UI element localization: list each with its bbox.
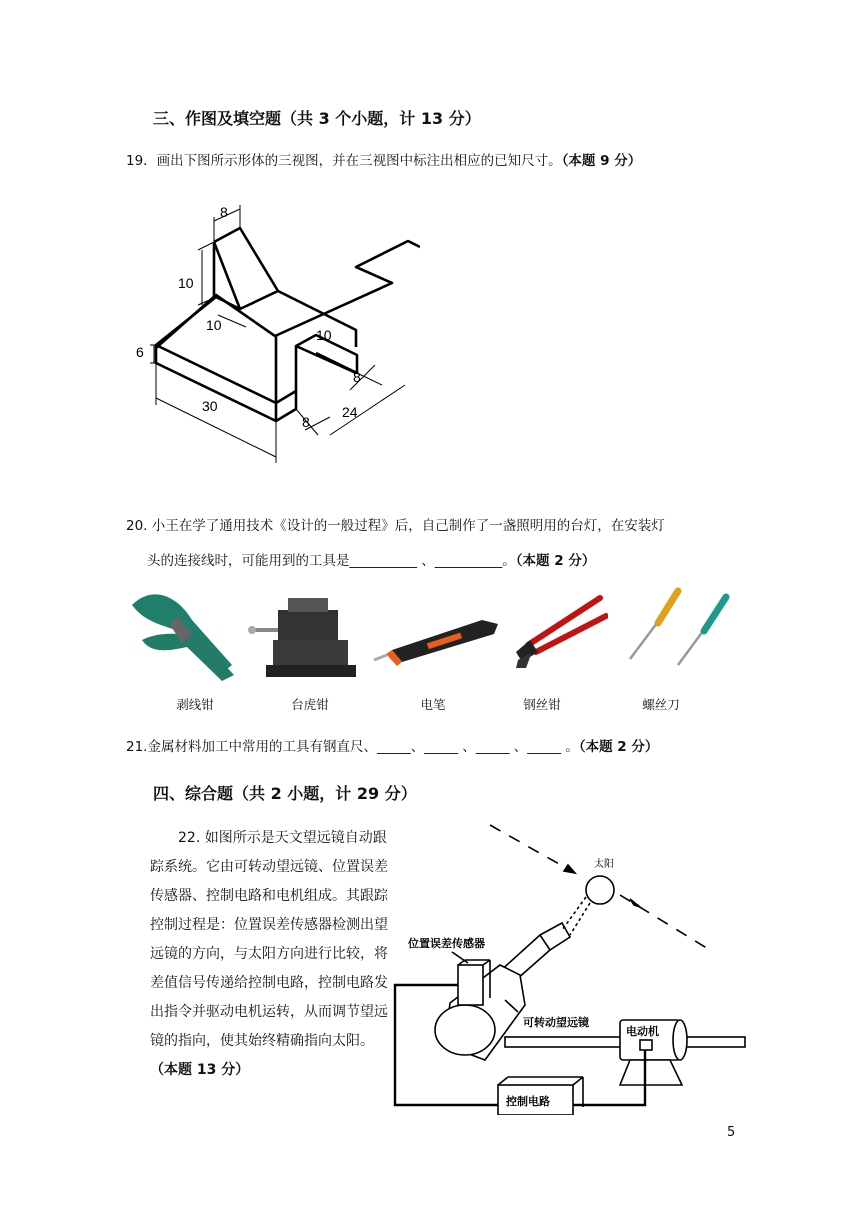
wire-cutter-icon [508, 590, 608, 675]
dim-label: 24 [342, 404, 358, 420]
dim-label: 10 [178, 275, 194, 291]
q20-line2 [147, 551, 595, 571]
q19-points: （本题 9 分） [561, 153, 642, 169]
telescope-label: 可转动望远镜 [523, 1017, 589, 1029]
page-number: 5 [727, 1125, 736, 1140]
isometric-drawing [120, 195, 420, 470]
q22-paragraph [150, 824, 388, 1085]
sun-label: 太阳 [594, 859, 614, 870]
q22-points: （本题 13 分） [150, 1062, 250, 1078]
section3-info: （共 3 个小题，计 13 分） [281, 109, 481, 128]
tool-label: 钢丝钳 [523, 697, 561, 712]
q21-text [126, 737, 658, 757]
section3-heading [153, 106, 481, 129]
dim-label: 8 [353, 369, 361, 385]
q21-points: （本题 2 分） [578, 739, 659, 755]
motor-label: 电动机 [626, 1026, 659, 1038]
q19-question: 19．画出下图所示形体的三视图，并在三视图中标注出相应的已知尺寸。 [126, 153, 562, 169]
section4-heading [153, 781, 417, 804]
q20-question: 头的连接线时，可能用到的工具是__________ 、__________。 [147, 553, 516, 569]
dim-label: 8 [220, 204, 228, 220]
telescope-tracking-diagram [390, 815, 750, 1115]
q20-points: （本题 2 分） [515, 553, 596, 569]
tool-label: 螺丝刀 [642, 697, 680, 712]
test-pen-icon [372, 610, 502, 670]
sensor-label: 位置误差传感器 [408, 938, 485, 950]
dim-label: 10 [206, 317, 222, 333]
dim-label: 10 [316, 327, 332, 343]
bench-vise-icon [248, 590, 368, 685]
q22-text: 22. 如图所示是天文望远镜自动跟踪系统。它由可转动望远镜、位置误差传感器、控制电路和电机组成。其跟踪控制过程是：位置误差传感器检测出望远镜的方向，与太阳方向进行比较，将差值信号传递给控制电路，控制电路发出指令并驱动电机运转，从而调节望远镜的指向，使其始终精确指向太阳。 [150, 830, 388, 1049]
section4-title: 四、综合题 [153, 784, 234, 803]
q20-line1: 20. 小王在学了通用技术《设计的一般过程》后，自己制作了一盏照明用的台灯，在安装灯 [126, 518, 665, 534]
tool-label: 台虎钳 [291, 697, 329, 712]
q21-question: 21.金属材料加工中常用的工具有钢直尺、_____、_____ 、_____ 、_____ 。 [126, 739, 579, 755]
tool-label: 剥线钳 [176, 697, 214, 712]
section3-title: 三、作图及填空题 [153, 109, 282, 128]
dim-label: 6 [136, 344, 144, 360]
wire-stripper-icon [122, 585, 242, 685]
dim-label: 8 [302, 414, 310, 430]
section4-info: （共 2 小题，计 29 分） [233, 784, 417, 803]
dim-label: 30 [202, 398, 218, 414]
circuit-label: 控制电路 [506, 1096, 550, 1108]
screwdriver-icon [618, 585, 733, 675]
q19-text [126, 151, 641, 171]
tool-label: 电笔 [420, 697, 446, 712]
